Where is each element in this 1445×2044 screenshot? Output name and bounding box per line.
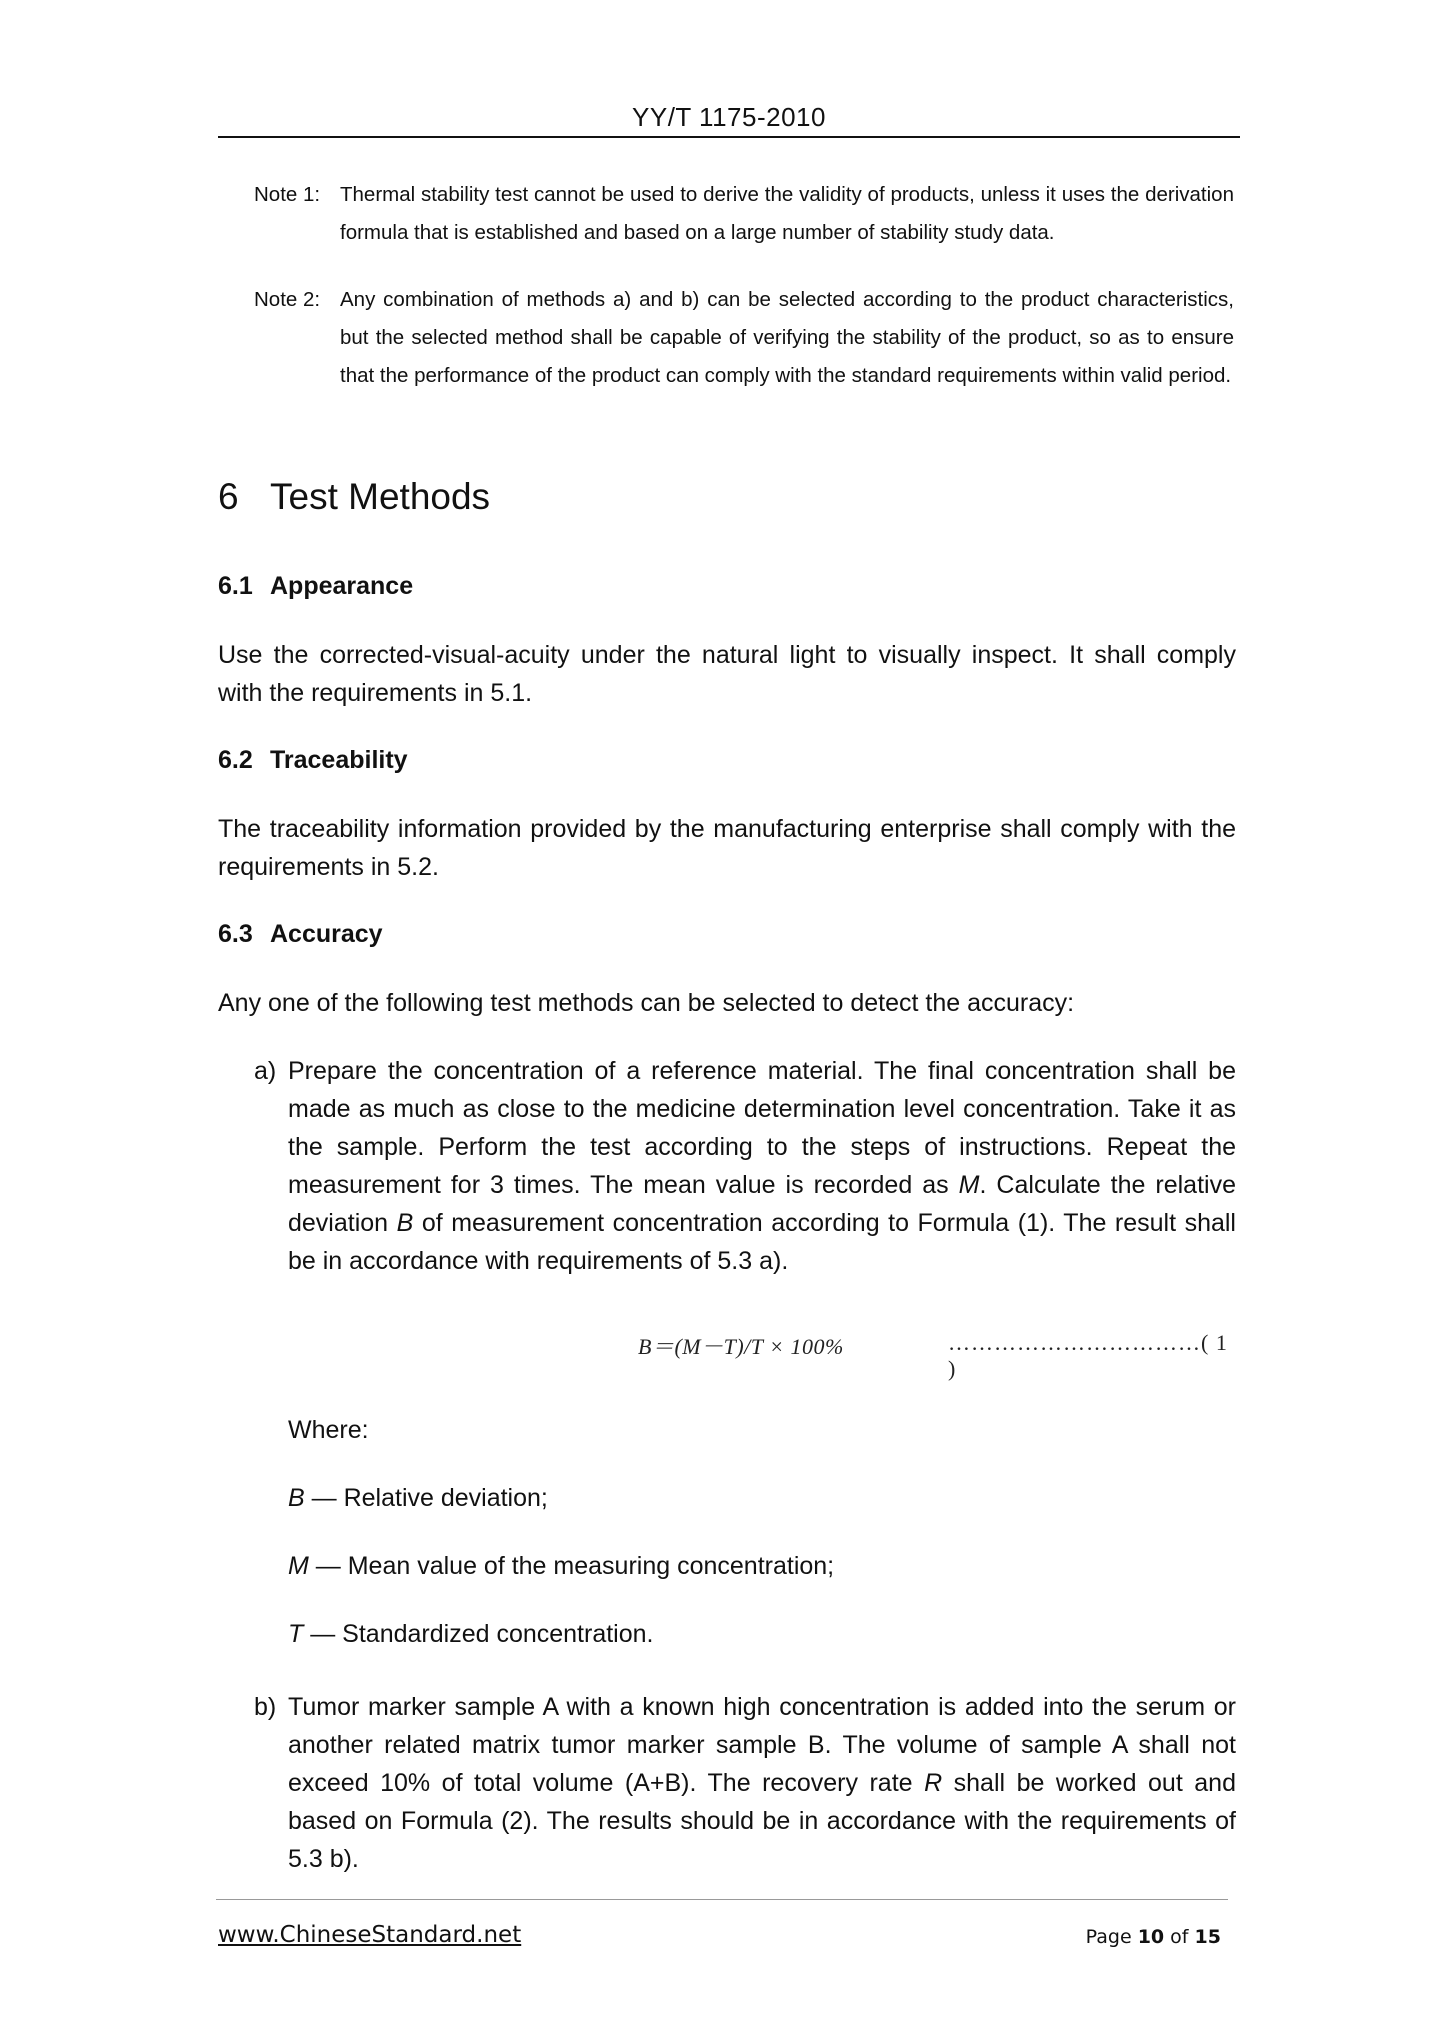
section-6-2-number: 6.2 xyxy=(218,746,253,774)
section-6-1-text: Use the corrected-visual-acuity under the natural light to visually inspect. It shall comply with the requirements in 5.1. xyxy=(218,641,1236,707)
note-1-label: Note 1: xyxy=(254,183,321,206)
section-6-1-number: 6.1 xyxy=(218,572,253,600)
method-a xyxy=(254,1052,1236,1280)
method-a-text-1: Prepare the concentration of a reference material. The final concentration shall be made as much as close to the medicine determination level concentration. Take it as the sample. Perform the test according to the steps of instructions. Repeat the measurement for 3 times. The mean value is recorded as xyxy=(288,1057,1236,1199)
formula-1-expression: B＝(M－T)/T × 100% xyxy=(638,1334,844,1359)
section-6-3-title: Accuracy xyxy=(270,920,383,948)
page-current: 10 xyxy=(1137,1926,1165,1948)
section-6-2-title: Traceability xyxy=(270,746,408,774)
section-6-3-intro: Any one of the following test methods can be selected to detect the accuracy: xyxy=(218,989,1075,1017)
footer-site-link[interactable]: www.ChineseStandard.net xyxy=(218,1922,522,1948)
section-6-3-number: 6.3 xyxy=(218,920,253,948)
method-b-label: b) xyxy=(254,1693,277,1721)
note-2-text: Any combination of methods a) and b) can be selected according to the product characteristics, but the selected method shall be capable of verifying the stability of the product, so as to ensure that the performance of the product can comply with the standard requirements within valid period. xyxy=(340,288,1234,387)
page-of: of xyxy=(1164,1926,1195,1948)
section-6-3-heading xyxy=(218,920,383,949)
method-a-text-2: . Calculate the relative deviation xyxy=(288,1171,1236,1237)
section-6-2-text: The traceability information provided by the manufacturing enterprise shall comply with the requirements in 5.2. xyxy=(218,815,1236,881)
note-2-label: Note 2: xyxy=(254,288,321,311)
page-prefix: Page xyxy=(1085,1926,1138,1948)
formula-1 xyxy=(638,1330,1238,1381)
var-r: R xyxy=(924,1769,943,1797)
definition-b-symbol: B xyxy=(288,1484,305,1512)
method-a-text xyxy=(288,1052,1236,1280)
section-6-1-title: Appearance xyxy=(270,572,414,600)
var-b: B xyxy=(396,1209,414,1237)
method-b-text-2: shall be worked out and based on Formula (2). The results should be in accordance with the requirements of 5.3 b). xyxy=(288,1769,1236,1873)
var-m: M xyxy=(958,1171,980,1199)
formula-1-number: ……………………………( 1 ) xyxy=(948,1330,1228,1381)
method-b-text-1: Tumor marker sample A with a known high concentration is added into the serum or another related matrix tumor marker sample B. The volume of sample A shall not exceed 10% of total volume (A+B). The recovery rate xyxy=(288,1693,1236,1797)
header-doc-id: YY/T 1175-2010 xyxy=(632,102,826,132)
footer-rule xyxy=(216,1899,1228,1900)
definition-t xyxy=(288,1620,654,1649)
footer-page-number xyxy=(1086,1926,1221,1948)
section-6-heading xyxy=(218,476,490,518)
note-2 xyxy=(254,281,1234,395)
definition-m xyxy=(288,1552,834,1581)
section-6-2-heading xyxy=(218,746,408,775)
definition-b xyxy=(288,1484,548,1513)
definition-t-symbol: T xyxy=(288,1620,304,1648)
definition-t-text: — Standardized concentration. xyxy=(303,1620,654,1648)
header-rule xyxy=(218,136,1240,138)
definition-m-symbol: M xyxy=(288,1552,309,1580)
note-1 xyxy=(254,176,1234,252)
method-b xyxy=(254,1688,1236,1878)
where-label: Where: xyxy=(288,1416,369,1444)
method-a-label: a) xyxy=(254,1057,277,1085)
section-6-title: Test Methods xyxy=(270,476,491,517)
section-6-number: 6 xyxy=(218,476,239,517)
method-a-text-3: of measurement concentration according to Formula (1). The result shall be in accordance with requirements of 5.3 a). xyxy=(288,1209,1236,1275)
section-6-1-heading xyxy=(218,572,413,601)
page-total: 15 xyxy=(1194,1926,1221,1948)
method-b-text xyxy=(288,1688,1236,1878)
definition-m-text: — Mean value of the measuring concentration; xyxy=(308,1552,835,1580)
definition-b-text: — Relative deviation; xyxy=(304,1484,548,1512)
note-1-text: Thermal stability test cannot be used to derive the validity of products, unless it uses the derivation formula that is established and based on a large number of stability study data. xyxy=(340,183,1234,244)
